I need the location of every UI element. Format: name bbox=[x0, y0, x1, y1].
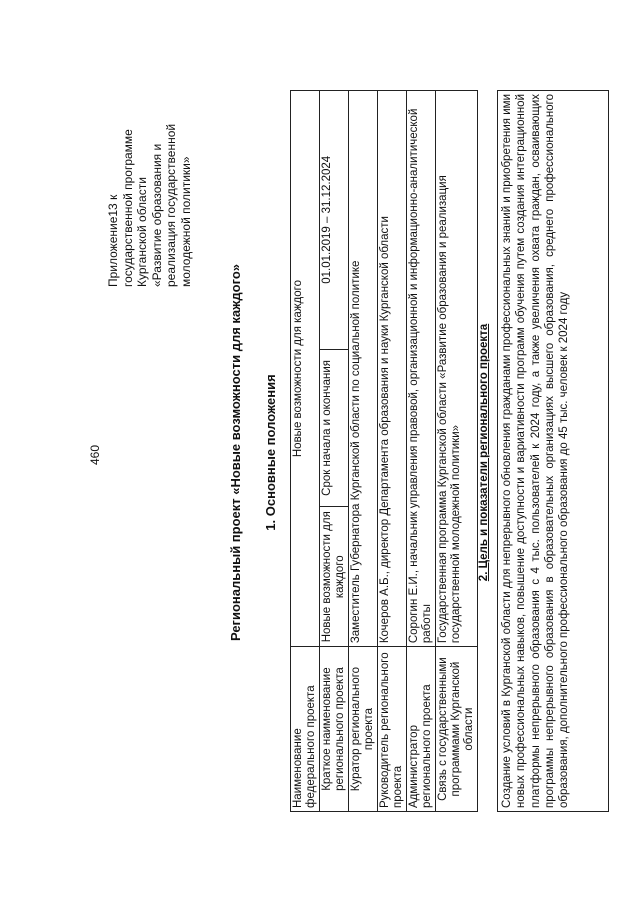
appendix-note bbox=[106, 97, 193, 287]
section-1-title: 1. Основные положения bbox=[263, 374, 278, 531]
cell-value: Кочеров А.Б., директор Департамента образования и науки Курганской области bbox=[378, 91, 407, 647]
cell-value: Государственная программа Курганской области «Развитие образования и реализация государственной молодежной политики» bbox=[436, 91, 478, 647]
appendix-line: реализация государственной bbox=[164, 123, 178, 287]
cell-value: Заместитель Губернатора Курганской области по социальной политике bbox=[349, 91, 378, 647]
page-number: 460 bbox=[88, 444, 102, 466]
table-row bbox=[320, 91, 349, 812]
cell-label: Связь с государственными программами Курганской области bbox=[436, 647, 478, 812]
section-2-title: 2. Цель и показатели регионального проекта bbox=[478, 323, 490, 582]
project-title: Региональный проект «Новые возможности для каждого» bbox=[228, 264, 243, 642]
table-row bbox=[349, 91, 378, 812]
table-row bbox=[407, 91, 436, 812]
cell-value: Сорогин Е.И., начальник управления правовой, организационной и информационно-аналитической работы bbox=[407, 91, 436, 647]
main-provisions-table bbox=[290, 90, 478, 812]
appendix-line: молодежной политики» bbox=[178, 156, 193, 287]
goal-text-box bbox=[497, 90, 609, 812]
cell-label: Администратор регионального проекта bbox=[407, 647, 436, 812]
cell-label: Куратор регионального проекта bbox=[349, 647, 378, 812]
cell-value: Новые возможности для каждого bbox=[320, 507, 349, 647]
cell-value: 01.01.2019 – 31.12.2024 bbox=[320, 91, 349, 350]
cell-label: Руководитель регионального проекта bbox=[378, 647, 407, 812]
table-row bbox=[436, 91, 478, 812]
table-row bbox=[291, 91, 320, 812]
goal-text: Создание условий в Курганской области для непрерывного обновления гражданами профессиональных знаний и приобретения ими новых профессиональных навыков, повышение доступности и вариативности программ обучения путем создания интеграционной платформы непрерывного образования с 4 тыс. пользователей к 2024 году, а также увеличения охвата граждан, осваивающих программы непрерывного образования в образовательных организациях высшего образования, среднего профессионального образования, дополнительного профессионального образования до 45 тыс. человек к 2024 году bbox=[501, 94, 571, 808]
appendix-line: Приложение13 к bbox=[106, 194, 120, 287]
appendix-line: государственной программе bbox=[120, 129, 135, 287]
cell-label: Краткое наименование регионального проекта bbox=[320, 647, 349, 812]
appendix-line: «Развитие образования и bbox=[149, 143, 164, 287]
table-row bbox=[378, 91, 407, 812]
cell-label: Срок начала и окончания bbox=[320, 349, 349, 507]
cell-label: Наименование федерального проекта bbox=[291, 647, 320, 812]
appendix-line: Курганской области bbox=[135, 177, 149, 287]
cell-value: Новые возможности для каждого bbox=[291, 91, 320, 647]
